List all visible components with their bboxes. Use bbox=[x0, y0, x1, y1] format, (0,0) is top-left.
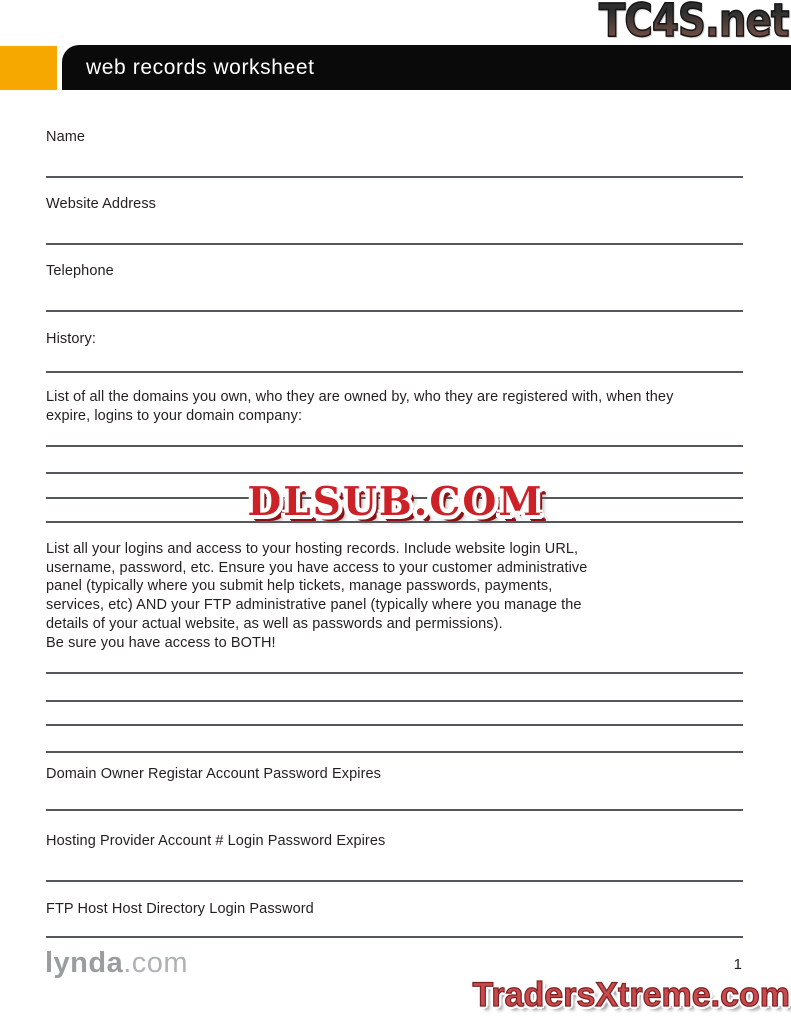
hosting-instructions-line: services, etc) AND your FTP administrative panel (typically where you manage the bbox=[46, 597, 582, 614]
write-in-line-hosting-provider bbox=[46, 880, 743, 882]
write-in-line-history bbox=[46, 371, 743, 373]
domains-instructions-line: List of all the domains you own, who they are owned by, who they are registered with, when they bbox=[46, 389, 674, 405]
field-label-hosting-provider: Hosting Provider Account # Login Password Expires bbox=[46, 833, 386, 849]
write-in-line-hosting-1 bbox=[46, 672, 743, 674]
header-bar bbox=[62, 45, 791, 90]
write-in-line-domain-owner bbox=[46, 809, 743, 811]
hosting-instructions-line: username, password, etc. Ensure you have access to your customer administrative bbox=[46, 559, 588, 576]
domains-instructions-line: expire, logins to your domain company: bbox=[46, 407, 303, 424]
write-in-line-hosting-3 bbox=[46, 724, 743, 726]
lynda-logo-suffix: .com bbox=[123, 947, 189, 979]
page-title: web records worksheet bbox=[86, 55, 315, 79]
orange-accent-tab bbox=[0, 46, 57, 90]
tc4s-watermark: TC4S.net bbox=[599, 0, 789, 48]
field-label-website-address: Website Address bbox=[46, 196, 157, 212]
page-number: 1 bbox=[733, 956, 742, 973]
hosting-instructions-line: details of your actual website, as well as passwords and permissions). bbox=[46, 615, 503, 632]
write-in-line-name bbox=[46, 176, 743, 178]
write-in-line-hosting-4 bbox=[46, 751, 743, 753]
hosting-instructions-line: List all your logins and access to your hosting records. Include website login URL, bbox=[46, 541, 579, 557]
write-in-line-hosting-2 bbox=[46, 700, 743, 702]
write-in-line-domains-1 bbox=[46, 445, 743, 447]
field-label-ftp-host: FTP Host Host Directory Login Password bbox=[46, 901, 314, 917]
field-label-history: History: bbox=[46, 331, 96, 347]
write-in-line-telephone bbox=[46, 310, 743, 312]
field-label-name: Name bbox=[46, 129, 86, 145]
write-in-line-ftp bbox=[46, 936, 743, 938]
lynda-logo bbox=[45, 947, 188, 980]
hosting-instructions-line: panel (typically where you submit help tickets, manage passwords, payments, bbox=[46, 578, 553, 595]
hosting-instructions bbox=[46, 540, 587, 652]
tradersxtreme-watermark: TradersXtreme.com bbox=[472, 976, 790, 1014]
dlsub-watermark: DLSUB.COM bbox=[247, 479, 544, 525]
field-label-domain-owner-registar: Domain Owner Registar Account Password Expires bbox=[46, 766, 382, 782]
lynda-logo-primary: lynda bbox=[45, 947, 124, 979]
field-label-telephone: Telephone bbox=[46, 263, 114, 279]
hosting-instructions-line: Be sure you have access to BOTH! bbox=[46, 634, 276, 651]
write-in-line-website bbox=[46, 243, 743, 245]
domains-instructions bbox=[46, 388, 673, 425]
write-in-line-domains-2 bbox=[46, 472, 743, 474]
